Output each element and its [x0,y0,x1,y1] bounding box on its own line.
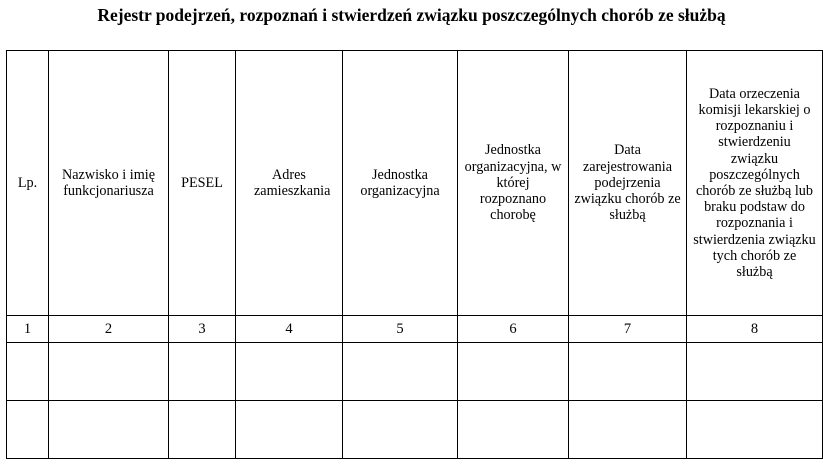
table-cell [7,401,49,459]
document-title: Rejestr podejrzeń, rozpoznań i stwierdzeń związku poszczególnych chorób ze służbą [97,5,726,25]
table-cell [687,401,823,459]
table-cell [49,401,169,459]
column-number: 2 [49,316,169,343]
header-diagnosis-unit [458,51,569,316]
table-cell [49,343,169,401]
table-row [7,343,823,401]
header-unit [343,51,458,316]
table-cell [687,343,823,401]
header-address [236,51,343,316]
column-number: 7 [569,316,687,343]
header-diagnosis-unit-label: Jednostka organizacyjna, w której rozpoznano chorobę [464,142,562,224]
header-registration-date-label: Data zarejestrowania podejrzenia związku chorób ze służbą [574,142,681,224]
header-registration-date [569,51,687,316]
column-number: 1 [7,316,49,343]
header-pesel-label: PESEL [181,174,223,191]
table-cell [169,343,236,401]
register-table [6,50,823,459]
column-number: 6 [458,316,569,343]
header-ruling-date [687,51,823,316]
table-cell [458,401,569,459]
header-lp [7,51,49,316]
table-cell [343,343,458,401]
table-cell [569,343,687,401]
header-row [7,51,823,316]
header-name [49,51,169,316]
table-cell [236,401,343,459]
table-cell [343,401,458,459]
table-row [7,401,823,459]
header-name-label: Nazwisko i imię funkcjonariusza [62,166,155,199]
table-cell [458,343,569,401]
header-lp-label: Lp. [17,174,38,191]
header-address-label: Adres zamieszkania [254,166,331,199]
table-cell [236,343,343,401]
table-cell [569,401,687,459]
table-cell [7,343,49,401]
header-unit-label: Jednostka organizacyjna [360,166,440,199]
table-cell [169,401,236,459]
column-number: 8 [687,316,823,343]
column-number: 3 [169,316,236,343]
column-number: 4 [236,316,343,343]
header-pesel [169,51,236,316]
header-ruling-date-label: Data orzeczenia komisji lekarskiej o rozpoznaniu i stwierdzeniu związku poszczególnych chorób ze służbą lub braku podstaw do rozpoznania i stwierdzenia związku tych chorób ze służbą [693,85,816,281]
column-number: 5 [343,316,458,343]
column-number-row [7,316,823,343]
